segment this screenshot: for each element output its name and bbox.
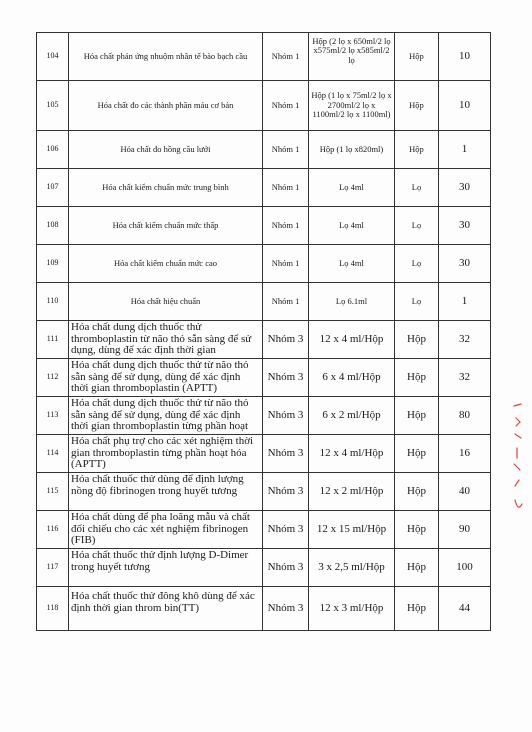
- table-row: [37, 511, 491, 549]
- table-row: [37, 283, 491, 321]
- table-row: [37, 321, 491, 359]
- row-number: 110: [37, 283, 69, 321]
- item-spec: 12 x 3 ml/Hộp: [309, 587, 395, 631]
- item-spec: Lọ 4ml: [309, 207, 395, 245]
- item-group: Nhóm 1: [263, 283, 309, 321]
- item-spec: Lọ 4ml: [309, 169, 395, 207]
- item-group: Nhóm 3: [263, 587, 309, 631]
- supplies-table: [36, 32, 491, 631]
- item-group: Nhóm 1: [263, 33, 309, 81]
- item-name: [69, 473, 263, 511]
- item-spec: 12 x 4 ml/Hộp: [309, 435, 395, 473]
- item-name: [69, 359, 263, 397]
- row-number: 107: [37, 169, 69, 207]
- table-row: [37, 359, 491, 397]
- item-unit: Hộp: [395, 321, 439, 359]
- item-spec: 12 x 15 ml/Hộp: [309, 511, 395, 549]
- item-group: Nhóm 3: [263, 435, 309, 473]
- item-spec: Lọ 6.1ml: [309, 283, 395, 321]
- item-group: Nhóm 3: [263, 321, 309, 359]
- table-row: [37, 33, 491, 81]
- table-row: [37, 207, 491, 245]
- item-unit: Hộp: [395, 397, 439, 435]
- item-name: Hóa chất kiểm chuẩn mức thấp: [69, 207, 263, 245]
- item-unit: Lọ: [395, 283, 439, 321]
- item-unit: Lọ: [395, 245, 439, 283]
- row-number: 112: [37, 359, 69, 397]
- item-spec: 6 x 2 ml/Hộp: [309, 397, 395, 435]
- table-row: [37, 245, 491, 283]
- row-number: 108: [37, 207, 69, 245]
- item-unit: Hộp: [395, 81, 439, 131]
- row-number: 106: [37, 131, 69, 169]
- item-group: Nhóm 1: [263, 207, 309, 245]
- item-quantity: 100: [439, 549, 491, 587]
- item-spec-text: Hộp (2 lọ x 650ml/2 lọ x575ml/2 lọ x585ml/2 lọ: [312, 36, 391, 65]
- table-row: [37, 169, 491, 207]
- item-unit: Hộp: [395, 359, 439, 397]
- item-unit: Hộp: [395, 33, 439, 81]
- table-row: [37, 587, 491, 631]
- item-group: Nhóm 3: [263, 359, 309, 397]
- item-quantity: 10: [439, 33, 491, 81]
- row-number: 113: [37, 397, 69, 435]
- item-name: Hóa chất phản ứng nhuộm nhân tế bào bạch cầu: [69, 33, 263, 81]
- row-number: 117: [37, 549, 69, 587]
- item-name-text: Hóa chất thuốc thử dùng để định lượng nồng độ fibrinogen trong huyết tương: [71, 474, 244, 497]
- item-unit: Hộp: [395, 131, 439, 169]
- item-unit: Lọ: [395, 207, 439, 245]
- item-group: Nhóm 3: [263, 473, 309, 511]
- table-row: [37, 473, 491, 511]
- item-name-text: Hóa chất thuốc thử đông khô dùng để xác định thời gian throm bin(TT): [71, 591, 255, 614]
- item-group: Nhóm 3: [263, 549, 309, 587]
- item-quantity: 80: [439, 397, 491, 435]
- item-unit: Hộp: [395, 511, 439, 549]
- item-spec: 12 x 4 ml/Hộp: [309, 321, 395, 359]
- item-quantity: 30: [439, 207, 491, 245]
- row-number: 115: [37, 473, 69, 511]
- item-quantity: 1: [439, 131, 491, 169]
- item-name: [69, 321, 263, 359]
- item-quantity: 32: [439, 321, 491, 359]
- item-name: [69, 397, 263, 435]
- item-name-text: Hóa chất dung dịch thuốc thử thromboplastin từ não thỏ sẵn sàng để sử dụng, dùng để xác định thời gian: [71, 322, 252, 357]
- item-spec: 3 x 2,5 ml/Hộp: [309, 549, 395, 587]
- item-spec: 6 x 4 ml/Hộp: [309, 359, 395, 397]
- item-spec: Lọ 4ml: [309, 245, 395, 283]
- item-group: Nhóm 1: [263, 245, 309, 283]
- item-name: [69, 587, 263, 631]
- item-group: Nhóm 3: [263, 397, 309, 435]
- row-number: 104: [37, 33, 69, 81]
- item-quantity: 16: [439, 435, 491, 473]
- stamp-mark: [511, 400, 525, 520]
- item-spec: [309, 33, 395, 81]
- item-group: Nhóm 1: [263, 169, 309, 207]
- item-name: Hóa chất kiểm chuẩn mức cao: [69, 245, 263, 283]
- item-name-text: Hóa chất dùng để pha loãng mẫu và chất đối chiếu cho các xét nghiệm fibrinogen (FIB): [71, 512, 250, 547]
- table-row: [37, 397, 491, 435]
- item-name-text: Hóa chất dung dịch thuốc thử từ não thỏ sẵn sàng để sử dụng, dùng để xác định thời gian thromboplastin (APTT): [71, 360, 249, 395]
- item-name: Hóa chất đo các thành phần máu cơ bản: [69, 81, 263, 131]
- item-unit: Hộp: [395, 549, 439, 587]
- item-quantity: 30: [439, 169, 491, 207]
- item-name: Hóa chất kiểm chuẩn mức trung bình: [69, 169, 263, 207]
- item-name: [69, 549, 263, 587]
- table-row: [37, 81, 491, 131]
- item-name: [69, 511, 263, 549]
- item-quantity: 44: [439, 587, 491, 631]
- item-quantity: 90: [439, 511, 491, 549]
- row-number: 111: [37, 321, 69, 359]
- item-group: Nhóm 1: [263, 131, 309, 169]
- item-unit: Hộp: [395, 435, 439, 473]
- row-number: 118: [37, 587, 69, 631]
- item-spec: Hộp (1 lọ x820ml): [309, 131, 395, 169]
- row-number: 105: [37, 81, 69, 131]
- table-row: [37, 435, 491, 473]
- row-number: 114: [37, 435, 69, 473]
- item-unit: Hộp: [395, 473, 439, 511]
- item-quantity: 40: [439, 473, 491, 511]
- row-number: 116: [37, 511, 69, 549]
- item-name-text: Hóa chất phụ trợ cho các xét nghiệm thời gian thromboplastin từng phần hoạt hóa (APTT): [71, 436, 254, 471]
- item-spec: 12 x 2 ml/Hộp: [309, 473, 395, 511]
- item-quantity: 30: [439, 245, 491, 283]
- item-name-text: Hóa chất thuốc thử định lượng D-Dimer trong huyết tương: [71, 550, 249, 573]
- item-unit: Hộp: [395, 587, 439, 631]
- item-spec: Hộp (1 lọ x 75ml/2 lọ x 2700ml/2 lọ x 1100ml/2 lọ x 1100ml): [309, 81, 395, 131]
- item-group: Nhóm 1: [263, 81, 309, 131]
- item-quantity: 1: [439, 283, 491, 321]
- item-quantity: 32: [439, 359, 491, 397]
- item-name: Hóa chất hiệu chuẩn: [69, 283, 263, 321]
- item-name-text: Hóa chất dung dịch thuốc thử từ não thỏ sẵn sàng để sử dụng, dùng để xác định thời gian thromboplastin từng phần hoạt: [71, 398, 249, 433]
- item-name: [69, 435, 263, 473]
- item-quantity: 10: [439, 81, 491, 131]
- row-number: 109: [37, 245, 69, 283]
- item-group: Nhóm 3: [263, 511, 309, 549]
- table-row: [37, 549, 491, 587]
- table-row: [37, 131, 491, 169]
- item-unit: Lọ: [395, 169, 439, 207]
- item-name: Hóa chất đo hồng cầu lưới: [69, 131, 263, 169]
